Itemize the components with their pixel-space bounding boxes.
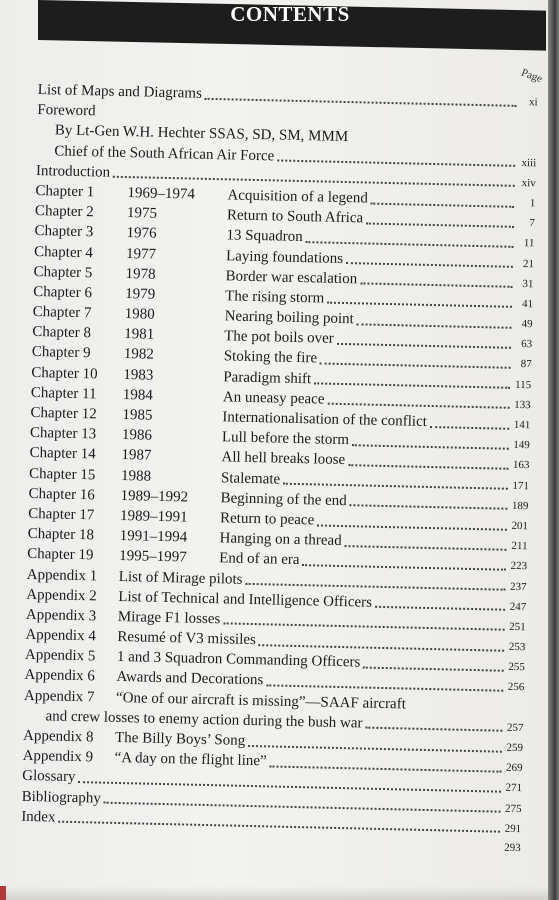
toc-entry-label: Chapter 2 xyxy=(34,203,94,221)
leader-dots xyxy=(306,230,514,248)
toc-entry-title: Resumé of V3 missiles xyxy=(117,629,257,649)
toc-entry-page: 163 xyxy=(512,459,530,472)
toc-entry-page: 255 xyxy=(508,661,525,674)
toc-entry-years: 1995–1997 xyxy=(119,548,187,566)
toc-entry-title: List of Maps and Diagrams xyxy=(37,81,203,102)
toc-entry-label: Appendix 9 xyxy=(22,748,94,766)
toc-entry-page: 49 xyxy=(521,318,533,331)
page-stack-edge xyxy=(548,0,559,900)
page-title: CONTENTS xyxy=(230,2,350,26)
leader-dots xyxy=(352,433,509,450)
toc-entry-page: 87 xyxy=(520,358,532,371)
toc-entry-label: Chapter 1 xyxy=(35,182,95,201)
toc-entry-label: Chapter 16 xyxy=(28,485,96,504)
toc-entry-title: The pot boils over xyxy=(224,328,334,348)
toc-entry-label: Appendix 4 xyxy=(25,626,96,645)
toc-entry-title: Internationalisation of the conflict xyxy=(222,409,428,430)
foreword-role: Chief of the South African Air Force xyxy=(54,142,275,164)
toc-entry-title: Mirage F1 losses xyxy=(117,608,221,628)
toc-entry-page: xiii xyxy=(521,156,537,169)
toc-entry-label: Chapter 4 xyxy=(33,243,94,261)
leader-dots xyxy=(430,415,510,430)
toc-entry-page: 247 xyxy=(509,600,527,613)
toc-entry-years: 1989–1991 xyxy=(119,507,188,526)
toc-entry-title: Nearing boiling point xyxy=(224,308,354,328)
toc-entry-label: Appendix 1 xyxy=(26,566,98,584)
back-matter-list xyxy=(21,766,522,838)
toc-entry-page: 253 xyxy=(508,640,526,654)
leader-dots xyxy=(223,612,505,631)
toc-entry-page: 223 xyxy=(510,560,528,573)
appendix-title: “One of our aircraft is missing”—SAAF aircraft xyxy=(115,689,407,713)
toc-entry-years: 1985 xyxy=(122,407,153,424)
toc-entry-title: Border war escalation xyxy=(225,267,358,287)
toc-entry-page: 1 xyxy=(529,197,536,210)
leader-dots xyxy=(302,553,506,571)
toc-entry-page: 257 xyxy=(506,721,524,734)
leader-dots xyxy=(248,734,502,753)
leader-dots xyxy=(360,272,513,288)
toc-entry-title: Return to peace xyxy=(219,510,315,529)
leader-dots xyxy=(345,534,507,551)
toc-entry-title: Laying foundations xyxy=(225,247,344,267)
toc-entry-years: 1969–1974 xyxy=(127,184,196,203)
toc-entry-label: Appendix 3 xyxy=(25,606,97,625)
toc-entry-years: 1984 xyxy=(122,386,154,404)
toc-entry-title: An uneasy peace xyxy=(222,389,325,408)
toc-entry-label: Appendix 5 xyxy=(24,647,96,665)
toc-entry-page: 237 xyxy=(509,580,527,593)
toc-entry-years: 1989–1992 xyxy=(120,487,189,506)
leader-dots xyxy=(350,494,508,511)
toc-entry-label: Appendix 8 xyxy=(22,727,94,746)
toc-entry-title: 13 Squadron xyxy=(226,227,303,246)
toc-entry-page: 211 xyxy=(511,539,528,553)
toc-entry-label: Chapter 14 xyxy=(29,445,96,463)
leader-dots xyxy=(245,572,505,591)
toc-entry-years: 1981 xyxy=(124,326,155,343)
toc-entry-title: Bibliography xyxy=(21,788,102,807)
chapter-list xyxy=(27,181,536,576)
toc-entry-title: Awards and Decorations xyxy=(116,669,264,689)
toc-entry-page: 171 xyxy=(512,479,530,492)
toc-entry-label: Chapter 17 xyxy=(27,505,95,524)
leader-dots xyxy=(366,211,514,227)
toc-entry-page: 141 xyxy=(513,418,531,432)
leader-dots xyxy=(327,392,510,409)
book-cover-edge xyxy=(0,886,6,900)
toc-entry-years: 1980 xyxy=(124,306,155,323)
toc-entry-page: 201 xyxy=(511,519,529,533)
toc-entry-page: 31 xyxy=(522,277,534,290)
toc-entry-years: 1975 xyxy=(126,205,158,222)
toc-entry-years: 1983 xyxy=(123,366,154,384)
toc-entry-page: 251 xyxy=(509,620,526,634)
leader-dots xyxy=(283,472,508,490)
toc-entry-page: 41 xyxy=(521,297,534,311)
toc-entry-label: Chapter 15 xyxy=(28,465,96,483)
toc-entry-page: 7 xyxy=(529,217,536,230)
toc-entry-label: Chapter 18 xyxy=(27,526,95,544)
toc-entry-label: Chapter 9 xyxy=(31,344,91,362)
toc-entry-title: Beginning of the end xyxy=(220,490,347,509)
leader-dots xyxy=(363,655,504,671)
leader-dots xyxy=(320,352,511,369)
toc-entry-label: Chapter 19 xyxy=(27,546,94,564)
toc-entry-page: xiv xyxy=(521,176,536,190)
toc-entry-page: 275 xyxy=(504,802,522,815)
leader-dots xyxy=(337,332,512,349)
toc-entry-title: Paradigm shift xyxy=(223,368,312,387)
leader-dots xyxy=(346,251,513,268)
toc-entry-page: 271 xyxy=(505,782,523,795)
toc-entry-title: Stoking the fire xyxy=(223,348,318,367)
toc-entry-label: Chapter 12 xyxy=(30,404,97,423)
table-of-contents xyxy=(21,80,538,858)
leader-dots xyxy=(348,453,509,470)
leader-dots xyxy=(371,191,515,207)
toc-entry-title: Acquisition of a legend xyxy=(227,187,368,207)
toc-entry-page: 269 xyxy=(505,761,523,775)
leader-dots xyxy=(259,633,505,652)
leader-dots xyxy=(266,673,503,691)
toc-entry-title: 1 and 3 Squadron Commanding Officers xyxy=(116,649,361,671)
toc-entry-page: 259 xyxy=(506,741,524,755)
toc-entry-title: End of an era xyxy=(219,550,300,569)
toc-entry-title: Lull before the storm xyxy=(221,429,350,449)
toc-entry-years: 1982 xyxy=(123,346,154,364)
toc-entry-years: 1979 xyxy=(124,285,156,303)
toc-entry-page: 21 xyxy=(522,257,535,270)
toc-entry-page: 189 xyxy=(511,499,529,512)
toc-entry-page: 115 xyxy=(514,378,532,391)
toc-entry-label: Chapter 6 xyxy=(33,283,93,302)
toc-entry-years: 1988 xyxy=(120,467,152,485)
toc-entry-page: 11 xyxy=(523,237,535,250)
page-column-label: Page xyxy=(519,66,544,86)
toc-entry-label: Chapter 3 xyxy=(34,223,94,241)
toc-entry-page: 293 xyxy=(504,841,521,855)
toc-entry-page: 63 xyxy=(520,338,533,351)
toc-entry-label: Appendix 2 xyxy=(26,586,97,605)
toc-entry-label: Chapter 5 xyxy=(33,263,93,281)
leader-dots xyxy=(365,716,502,732)
appendix-list xyxy=(24,564,527,696)
toc-entry-foreword: Foreword xyxy=(37,102,96,120)
foreword-author: By Lt-Gen W.H. Hechter SSAS, SD, SM, MMM xyxy=(54,122,349,146)
toc-entry-page: xi xyxy=(528,96,538,109)
toc-entry-label: Appendix 6 xyxy=(24,667,96,685)
toc-entry-title: “A day on the flight line” xyxy=(114,750,267,770)
toc-entry-title: Stalemate xyxy=(220,469,281,488)
leader-dots xyxy=(327,291,512,308)
toc-entry-years: 1976 xyxy=(126,225,157,243)
leader-dots xyxy=(317,513,507,530)
toc-entry-label: Chapter 8 xyxy=(32,324,92,342)
leader-dots xyxy=(277,149,515,167)
toc-entry-years: 1978 xyxy=(125,265,156,283)
toc-entry-label: Chapter 7 xyxy=(32,304,92,322)
page-shadow xyxy=(0,886,548,900)
toc-entry-page: 291 xyxy=(504,822,522,835)
toc-entry-title: Index xyxy=(21,808,56,826)
toc-entry-title: All hell breaks loose xyxy=(221,449,346,469)
toc-entry-title: Hanging on a thread xyxy=(219,530,342,550)
toc-entry-label: Chapter 11 xyxy=(30,384,97,403)
leader-dots xyxy=(375,595,506,611)
toc-entry-page: 256 xyxy=(507,681,525,694)
toc-entry-page: 133 xyxy=(514,398,531,412)
toc-entry-years: 1977 xyxy=(125,245,157,263)
toc-entry-title: List of Mirage pilots xyxy=(118,568,243,588)
leader-dots xyxy=(357,312,512,329)
appendix-title-cont: and crew losses to enemy action during the bush war xyxy=(45,708,363,732)
appendix-label: Appendix 7 xyxy=(23,687,95,706)
toc-entry-label: Chapter 10 xyxy=(31,364,98,383)
toc-entry-title: The rising storm xyxy=(224,288,325,307)
toc-entry-title: List of Technical and Intelligence Officers xyxy=(118,588,373,611)
toc-entry-title: Introduction xyxy=(35,162,111,181)
leader-dots xyxy=(314,372,510,389)
toc-entry-page: 149 xyxy=(513,439,530,452)
toc-entry-years: 1991–1994 xyxy=(119,528,188,546)
toc-entry-years: 1987 xyxy=(121,447,152,465)
toc-entry-title: Glossary xyxy=(22,768,76,786)
toc-entry-title: The Billy Boys’ Song xyxy=(114,729,246,749)
toc-entry-years: 1986 xyxy=(121,427,153,444)
leader-dots xyxy=(205,86,517,106)
toc-entry-label: Chapter 13 xyxy=(29,425,97,443)
toc-entry-title: Return to South Africa xyxy=(226,207,364,227)
leader-dots xyxy=(270,754,502,772)
